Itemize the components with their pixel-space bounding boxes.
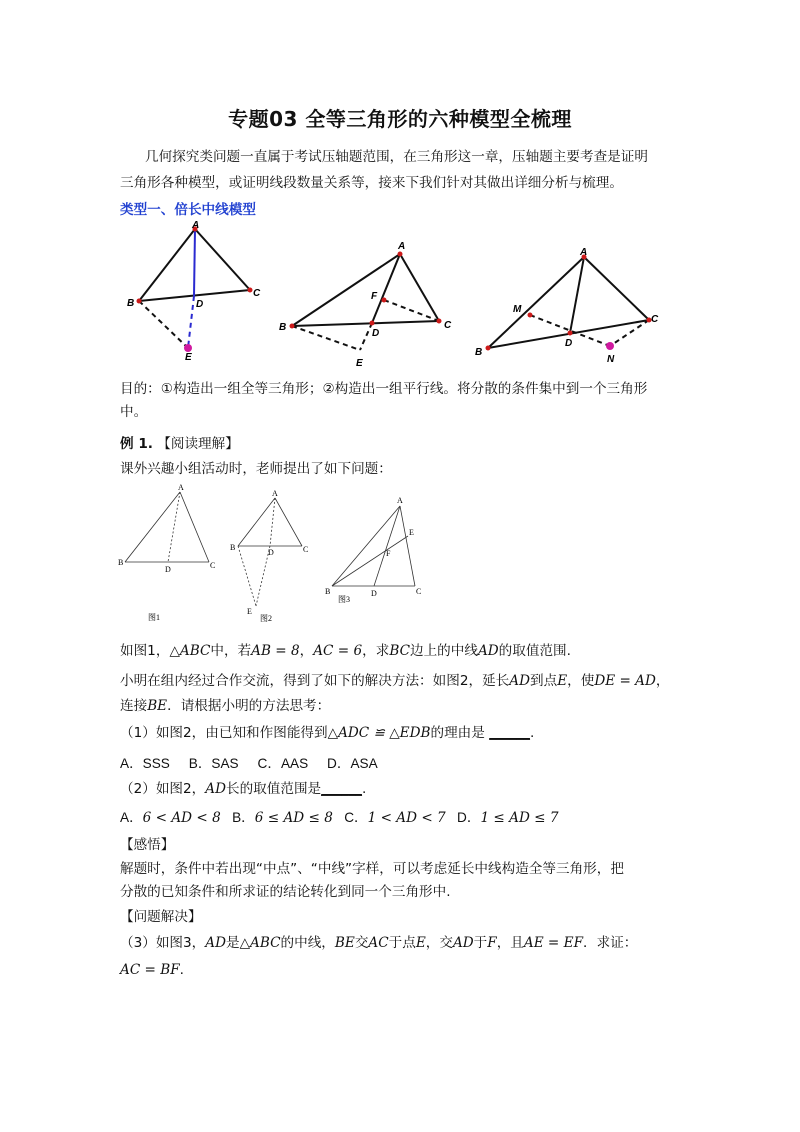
fig3-label-C: C — [651, 314, 659, 325]
mfig2-label-B: B — [230, 543, 236, 552]
q2-blank[interactable]: ______ — [321, 781, 362, 797]
mfig2-label-E: E — [247, 607, 252, 616]
page-title: 专题03 全等三角形的六种模型全梳理 — [228, 107, 572, 131]
mfig2-caption: 图2 — [260, 614, 272, 623]
mfig1-label-B: B — [118, 558, 124, 567]
q1-option-a[interactable]: A．SSS — [120, 756, 170, 771]
top-figure-2 — [279, 241, 452, 369]
fig1-label-E: E — [185, 352, 192, 363]
mfig3-label-C: C — [416, 587, 422, 596]
fig3-label-N: N — [607, 354, 615, 365]
mid-figure-3 — [325, 496, 421, 604]
mfig3-label-D: D — [371, 589, 377, 598]
fig3-label-D: D — [565, 338, 573, 349]
intro-line-1: 几何探究类问题一直属于考试压轴题范围，在三角形这一章，压轴题主要考查是证明 — [145, 149, 648, 165]
q1-option-d[interactable]: D．ASA — [327, 756, 378, 771]
top-figure-1 — [127, 220, 261, 363]
mid-figure-2 — [230, 489, 308, 623]
mfig3-label-E: E — [409, 528, 414, 537]
question-1: （1）如图2，由已知和作图能得到△ADC ≌ △EDB的理由是 ______. — [120, 725, 535, 741]
purpose-line-1: 目的：①构造出一组全等三角形；②构造出一组平行线。将分散的条件集中到一个三角形 — [120, 381, 648, 397]
fig1-label-C: C — [253, 288, 261, 299]
fig2-label-A: A — [398, 241, 406, 252]
mfig3-label-A: A — [397, 496, 403, 505]
mfig2-label-A: A — [272, 489, 278, 498]
example-label: 例 1. — [120, 436, 153, 452]
mfig2-label-D: D — [268, 548, 274, 557]
mfig3-label-F: F — [386, 549, 391, 558]
method-line-2: 连接BE．请根据小明的方法思考： — [120, 698, 331, 714]
question-2: （2）如图2，AD长的取值范围是______. — [120, 781, 367, 797]
insight-line-2: 分散的已知条件和所求证的结论转化到同一个三角形中. — [120, 884, 451, 900]
section-heading: 类型一、倍长中线模型 — [120, 202, 256, 218]
fig2-label-B: B — [279, 322, 287, 333]
fig2-label-D: D — [372, 328, 380, 339]
insight-line-1: 解题时，条件中若出现“中点”、“中线”字样，可以考虑延长中线构造全等三角形，把 — [120, 861, 624, 877]
solve-heading: 【问题解决】 — [120, 909, 202, 925]
q1-option-b[interactable]: B．SAS — [188, 756, 239, 771]
question-2-options — [120, 806, 559, 826]
question-3: （3）如图3，AD是△ABC的中线，BE交AC于点E，交AD于F，且AE = EF．求证： — [120, 935, 638, 951]
question-1-options — [120, 752, 378, 772]
q2-option-b[interactable]: B．6 ≤ AD ≤ 8 — [232, 810, 333, 826]
mfig3-label-B: B — [325, 587, 331, 596]
fig3-label-M: M — [513, 304, 522, 315]
top-figures — [110, 218, 690, 378]
q2-option-c[interactable]: C．1 < AD < 7 — [344, 810, 446, 826]
mid-figures — [110, 478, 440, 628]
fig1-label-D: D — [196, 299, 204, 310]
example-tag: 【阅读理解】 — [157, 436, 239, 452]
fig3-label-B: B — [475, 347, 483, 358]
question-intro: 如图1，△ABC中，若AB = 8，AC = 6，求BC边上的中线AD的取值范围. — [120, 643, 571, 659]
insight-heading: 【感悟】 — [120, 837, 175, 853]
mfig1-caption: 图1 — [148, 613, 160, 622]
example-heading — [120, 432, 239, 456]
q1-blank[interactable]: ______ — [489, 725, 530, 741]
fig1-label-B: B — [127, 298, 135, 309]
q1-option-c[interactable]: C．AAS — [257, 756, 309, 771]
mfig3-caption: 图3 — [338, 595, 350, 604]
fig2-label-C: C — [444, 320, 452, 331]
example-intro: 课外兴趣小组活动时，老师提出了如下问题： — [120, 461, 392, 477]
mfig1-label-A: A — [178, 483, 184, 492]
mfig2-label-C: C — [303, 545, 309, 554]
intro-line-2: 三角形各种模型，或证明线段数量关系等，接来下我们针对其做出详细分析与梳理。 — [120, 175, 623, 191]
q2-option-a[interactable]: A．6 < AD < 8 — [120, 810, 221, 826]
fig2-label-F: F — [371, 291, 378, 302]
mid-figure-1 — [118, 483, 215, 622]
fig3-label-A: A — [580, 247, 588, 258]
question-3-line-2: AC = BF. — [120, 962, 184, 978]
purpose-line-2: 中。 — [120, 404, 148, 420]
top-figure-3 — [475, 247, 659, 365]
q2-option-d[interactable]: D．1 ≤ AD ≤ 7 — [457, 810, 559, 826]
mfig1-label-D: D — [165, 565, 171, 574]
fig1-label-A: A — [192, 220, 200, 231]
method-line-1: 小明在组内经过合作交流，得到了如下的解决方法：如图2，延长AD到点E，使DE = AD， — [120, 673, 670, 689]
fig2-label-E: E — [356, 358, 363, 369]
mfig1-label-C: C — [210, 561, 216, 570]
